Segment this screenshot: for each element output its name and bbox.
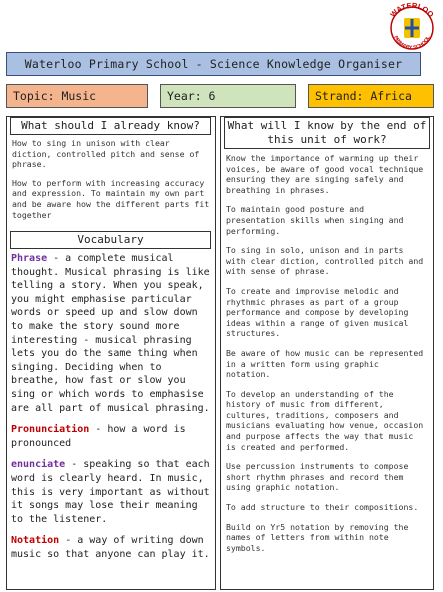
- vocab-definition: - a complete musical thought. Musical phrasing is like telling a story. When you speak, you might emphasise particular words or speed up and slow down to make the story sound more interesting - musical phrasing lets you do the same thing when singing. Deciding when to breathe, how fast or slow you sing or which words to emphasise are all part of musical phrasing.: [11, 253, 210, 414]
- prior-knowledge-item: How to perform with increasing accuracy and expression. To maintain my own part and be aware how the different parts fit together: [12, 177, 210, 220]
- vocab-term: Phrase: [11, 253, 48, 264]
- outcome-item: Be aware of how music can be represented in a written form using graphic notation.: [226, 347, 424, 380]
- vocab-term: Pronunciation: [11, 424, 90, 436]
- vocabulary-heading: Vocabulary: [10, 231, 211, 249]
- prior-knowledge-heading: What should I already know?: [10, 117, 211, 135]
- vocab-definition: - speaking so that each word is clearly heard. In music, this is very important as without it songs may lose their meaning to the listener.: [11, 459, 210, 525]
- outcome-item: Use percussion instruments to compose short rhythm phrases and record them using graphic notation.: [226, 461, 409, 493]
- vocab-entry: [11, 534, 213, 561]
- logo-text-bottom: PRIMARY SCHOOL: [392, 34, 432, 50]
- strand-tag: Strand: Africa: [308, 84, 434, 108]
- outcomes-heading: What will I know by the end of this unit of work?: [224, 117, 430, 149]
- year-tag: Year: 6: [160, 84, 296, 108]
- outcome-item: To add structure to their compositions.: [226, 502, 419, 513]
- outcome-item: To create and improvise melodic and rhythmic phrases as part of a group performance and compose by developing ideas within a range of given musical structures.: [226, 285, 409, 339]
- vocab-term: enunciate: [11, 459, 66, 471]
- prior-knowledge-item: How to sing in unison with clear diction, controlled pitch and sense of phrase.: [12, 138, 200, 170]
- vocab-term: Notation: [11, 535, 60, 547]
- topic-tag: Topic: Music: [6, 84, 148, 108]
- vocab-entry: [11, 423, 213, 450]
- outcome-item: Know the importance of warming up their voices, be aware of good vocal technique ensuring they are singing safely and breathing in phrases.: [226, 153, 424, 195]
- vocab-definition: - a way of writing down music so that anyone can play it.: [11, 535, 210, 560]
- vocabulary-list: [11, 252, 213, 569]
- logo-text-top: WATERLOO: [388, 0, 436, 19]
- school-logo: [382, 0, 442, 50]
- vocab-entry: [11, 458, 213, 526]
- vocab-definition: - how a word is pronounced: [11, 424, 186, 449]
- prior-knowledge-list: [12, 138, 212, 228]
- outcomes-list: [226, 153, 428, 562]
- outcome-item: To maintain good posture and presentation skills when singing and performing.: [226, 204, 404, 236]
- outcome-item: To develop an understanding of the history of music from different, cultures, traditions, composers and musicians evaluating how venue, occasion and purpose affects the way that music is created and performed.: [226, 388, 424, 452]
- vocab-entry: [11, 252, 213, 415]
- page-title: Waterloo Primary School - Science Knowledge Organiser: [6, 52, 421, 76]
- outcome-item: Build on Yr5 notation by removing the names of letters from within note symbols.: [226, 521, 409, 553]
- outcome-item: To sing in solo, unison and in parts with clear diction, controlled pitch and with sense of phrase.: [226, 245, 424, 277]
